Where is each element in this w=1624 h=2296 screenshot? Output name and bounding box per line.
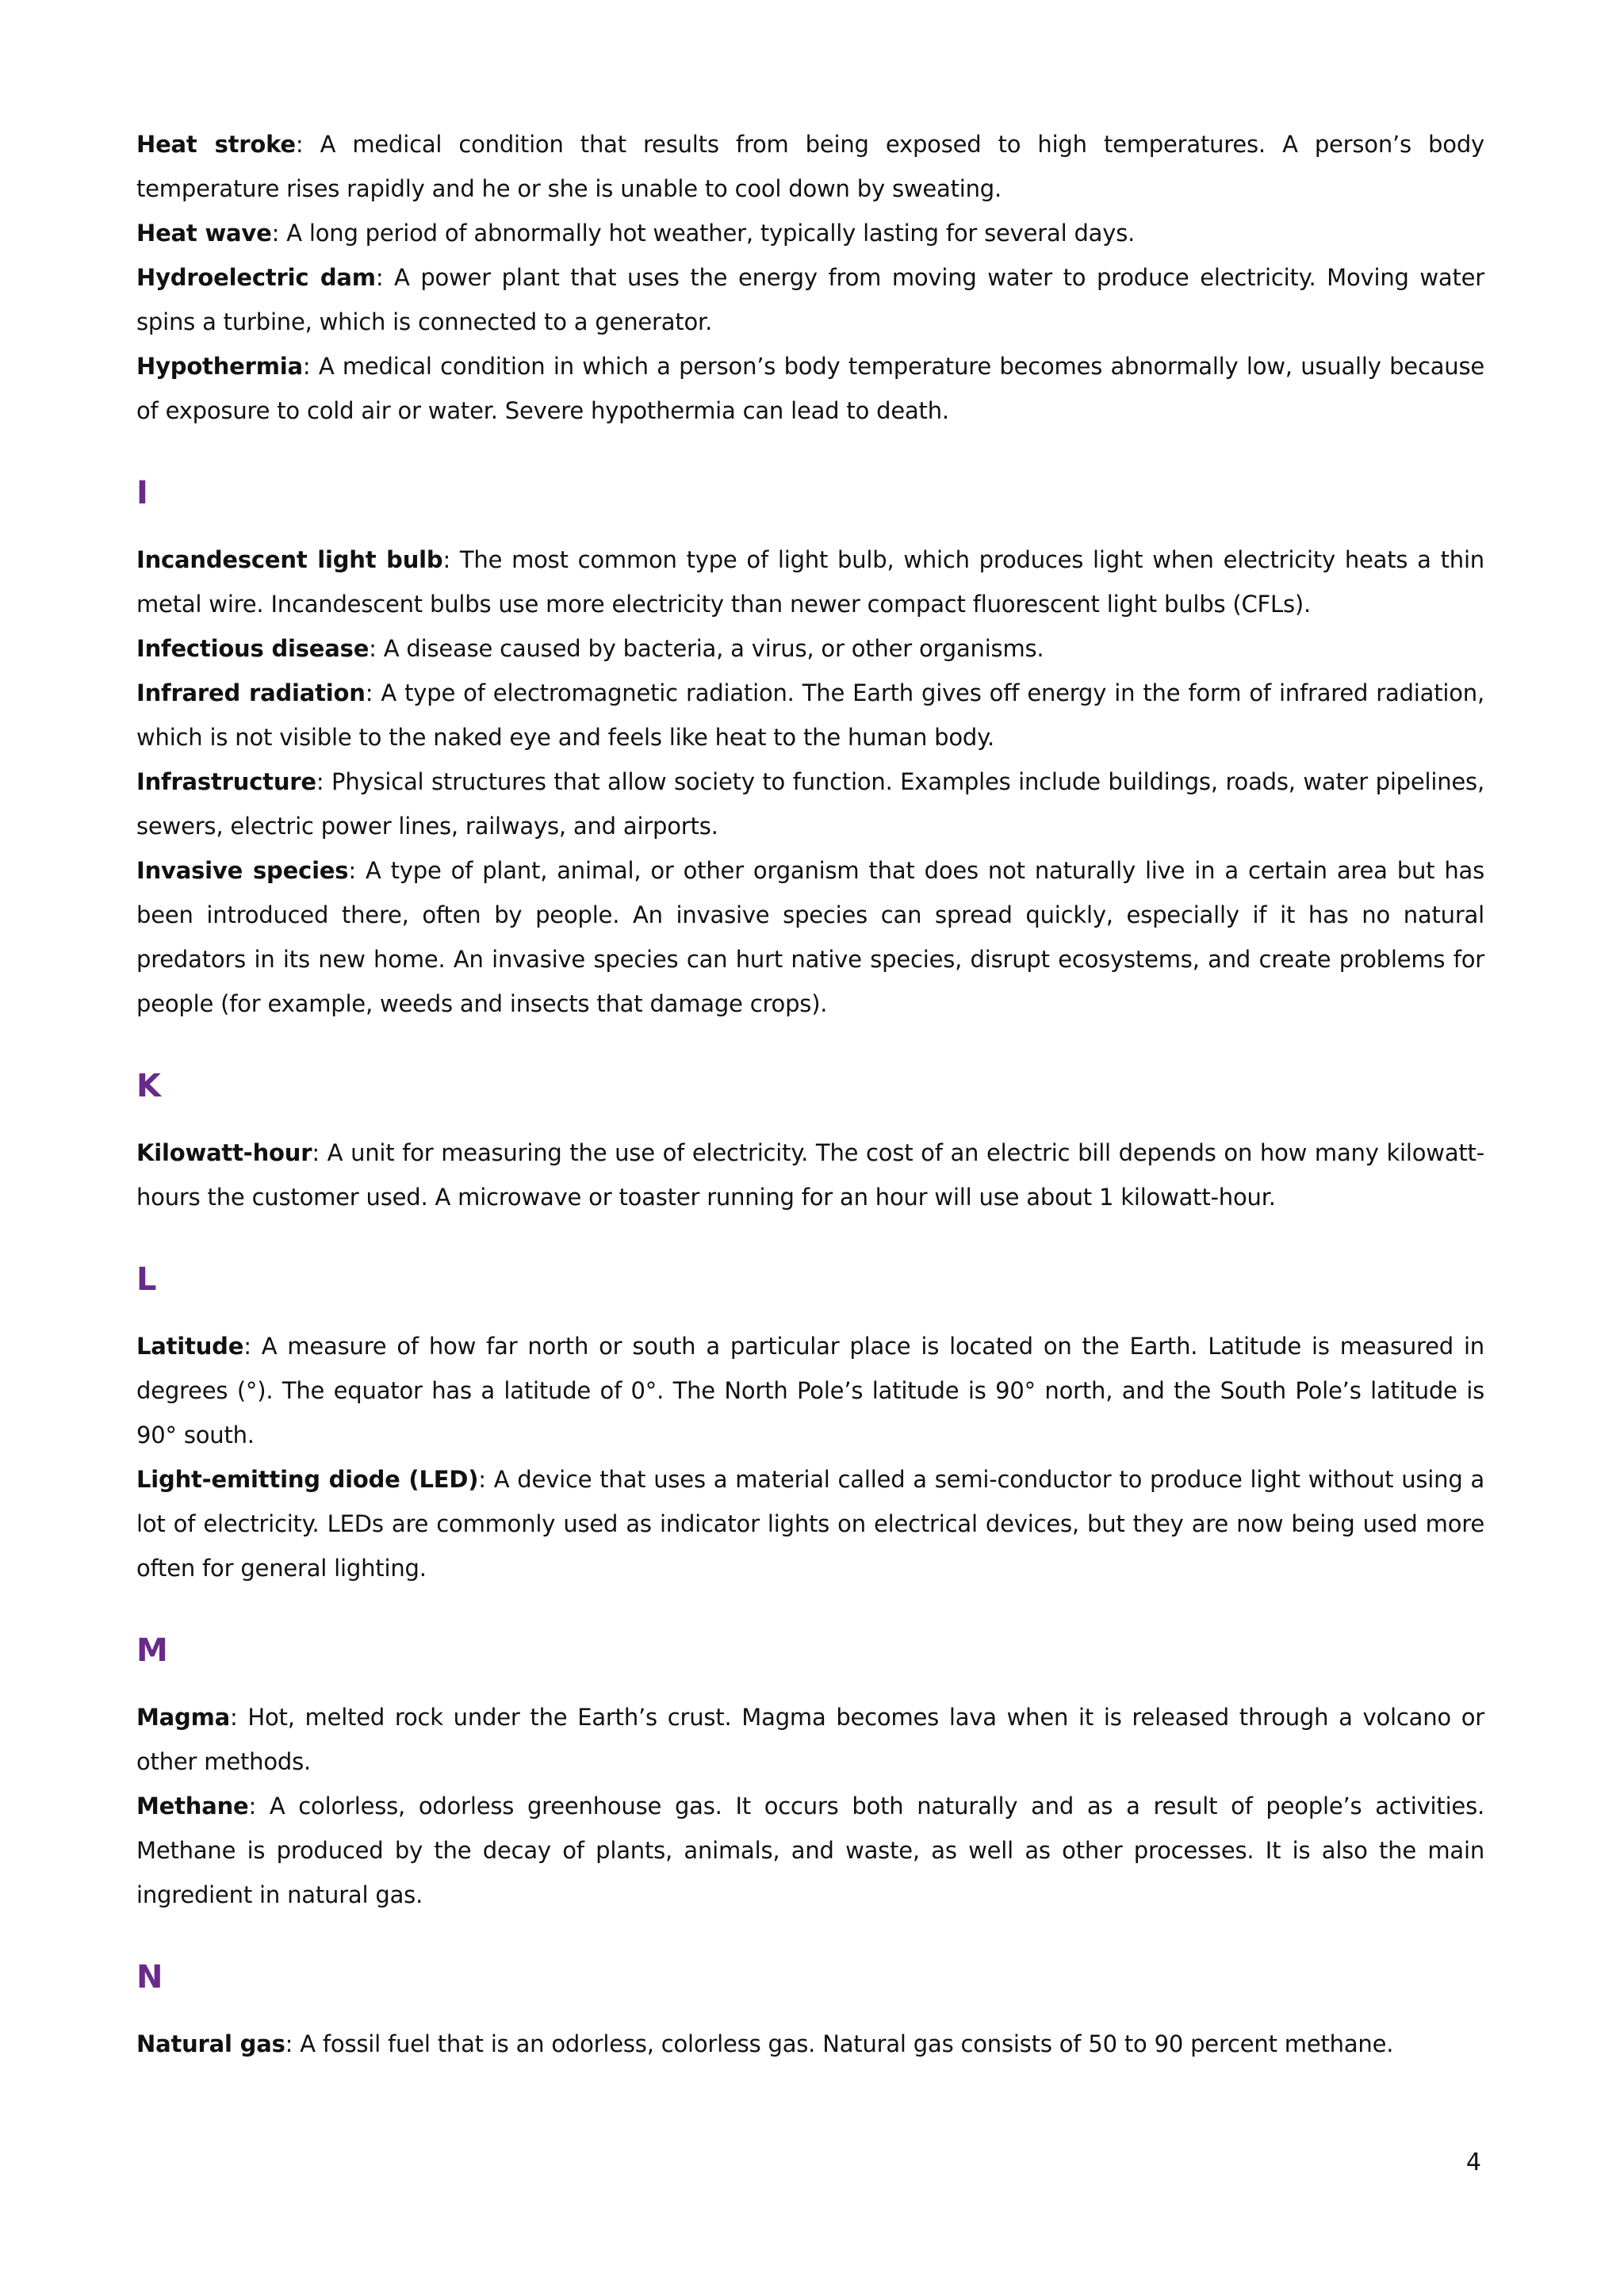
glossary-definition: A power plant that uses the energy from moving water to produce electricity. Moving water spins a turbine, which is connected to a generator. (136, 264, 1484, 335)
glossary-term: Incandescent light bulb (136, 546, 443, 573)
glossary-entry: Infectious disease: A disease caused by bacteria, a virus, or other organisms. (136, 635, 1044, 662)
glossary-term: Hydroelectric dam (136, 264, 376, 291)
section-letter-k: K (136, 1068, 161, 1104)
glossary-definition: A device that uses a material called a semi-conductor to produce light without using a lot of electricity. LEDs are commonly used as indicator lights on electrical devices, but they are now being used more often for general lighting. (136, 1466, 1484, 1582)
section-letter-m: M (136, 1632, 168, 1669)
glossary-entry: Invasive species: A type of plant, animal, or other organism that does not naturally live in a certain area but has been introduced there, often by people. An invasive species can spread quickly, especially if it has no natural predators in its new home. An invasive species can hurt native species, disrupt ecosystems, and create problems for people (for example, weeds and insects that damage crops). (136, 857, 1485, 1017)
glossary-term: Kilowatt-hour (136, 1139, 312, 1166)
section-letter-n: N (136, 1959, 163, 1996)
glossary-entry: Latitude: A measure of how far north or south a particular place is located on the Earth. Latitude is measured in degrees (°). The equator has a latitude of 0°. The North Pole’s latitude is 90° north, and the South Pole’s latitude is 90° south. (136, 1333, 1484, 1448)
glossary-entry: Hypothermia: A medical condition in which a person’s body temperature becomes abnormally low, usually because of exposure to cold air or water. Severe hypothermia can lead to death. (136, 353, 1484, 424)
glossary-term: Hypothermia (136, 353, 303, 380)
glossary-definition: A unit for measuring the use of electricity. The cost of an electric bill depends on how many kilowatt-hours the customer used. A microwave or toaster running for an hour will use about 1 kilowatt-hour. (136, 1139, 1484, 1211)
glossary-definition: A type of electromagnetic radiation. The Earth gives off energy in the form of infrared radiation, which is not visible to the naked eye and feels like heat to the human body. (136, 679, 1485, 751)
glossary-definition: The most common type of light bulb, which produces light when electricity heats a thin metal wire. Incandescent bulbs use more electricity than newer compact fluorescent light bulbs (CFLs). (136, 546, 1484, 618)
glossary-definition: Hot, melted rock under the Earth’s crust. Magma becomes lava when it is released through a volcano or other methods. (136, 1704, 1484, 1775)
glossary-entry: Natural gas: A fossil fuel that is an odorless, colorless gas. Natural gas consists of 50 to 90 percent methane. (136, 2030, 1394, 2057)
glossary-term: Infrared radiation (136, 679, 366, 706)
glossary-definition: A medical condition that results from being exposed to high temperatures. A person’s body temperature rises rapidly and he or she is unable to cool down by sweating. (136, 131, 1484, 202)
glossary-entry: Infrastructure: Physical structures that allow society to function. Examples include buildings, roads, water pipelines, sewers, electric power lines, railways, and airports. (136, 768, 1484, 840)
glossary-entry: Incandescent light bulb: The most common type of light bulb, which produces light when electricity heats a thin metal wire. Incandescent bulbs use more electricity than newer compact fluorescent light bulbs (CFLs). (136, 546, 1484, 618)
glossary-term: Infrastructure (136, 768, 316, 795)
glossary-entry: Kilowatt-hour: A unit for measuring the use of electricity. The cost of an electric bill depends on how many kilowatt-hours the customer used. A microwave or toaster running for an hour will use about 1 kilowatt-hour. (136, 1139, 1484, 1211)
glossary-term: Heat stroke (136, 131, 296, 158)
section-letter-l: L (136, 1261, 157, 1298)
glossary-entry: Infrared radiation: A type of electromagnetic radiation. The Earth gives off energy in the form of infrared radiation, which is not visible to the naked eye and feels like heat to the human body. (136, 679, 1485, 751)
glossary-definition: A long period of abnormally hot weather, typically lasting for several days. (286, 220, 1136, 247)
glossary-definition: A type of plant, animal, or other organism that does not naturally live in a certain area but has been introduced there, often by people. An invasive species can spread quickly, especially if it has no natural predators in its new home. An invasive species can hurt native species, disrupt ecosystems, and create problems for people (for example, weeds and insects that damage crops). (136, 857, 1485, 1017)
glossary-entry: Heat stroke: A medical condition that results from being exposed to high temperatures. A person’s body temperature rises rapidly and he or she is unable to cool down by sweating. (136, 131, 1484, 202)
glossary-term: Methane (136, 1793, 249, 1820)
glossary-term: Magma (136, 1704, 230, 1731)
glossary-definition: A colorless, odorless greenhouse gas. It occurs both naturally and as a result of people’s activities. Methane is produced by the decay of plants, animals, and waste, as well as other processes. It is also the main ingredient in natural gas. (136, 1793, 1484, 1908)
glossary-definition: A medical condition in which a person’s body temperature becomes abnormally low, usually because of exposure to cold air or water. Severe hypothermia can lead to death. (136, 353, 1484, 424)
glossary-definition: Physical structures that allow society to function. Examples include buildings, roads, water pipelines, sewers, electric power lines, railways, and airports. (136, 768, 1484, 840)
glossary-term: Infectious disease (136, 635, 370, 662)
glossary-term: Latitude (136, 1333, 244, 1360)
glossary-term: Natural gas (136, 2030, 285, 2057)
glossary-entry: Methane: A colorless, odorless greenhouse gas. It occurs both naturally and as a result of people’s activities. Methane is produced by the decay of plants, animals, and waste, as well as other processes. It is also the main ingredient in natural gas. (136, 1793, 1484, 1908)
glossary-term: Invasive species (136, 857, 349, 884)
glossary-entry: Magma: Hot, melted rock under the Earth’s crust. Magma becomes lava when it is released through a volcano or other methods. (136, 1704, 1484, 1775)
section-letter-i: I (136, 475, 148, 511)
glossary-page (136, 122, 1484, 2066)
glossary-entry: Light-emitting diode (LED): A device that uses a material called a semi-conductor to produce light without using a lot of electricity. LEDs are commonly used as indicator lights on electrical devices, but they are now being used more often for general lighting. (136, 1466, 1484, 1582)
glossary-entry: Hydroelectric dam: A power plant that uses the energy from moving water to produce electricity. Moving water spins a turbine, which is connected to a generator. (136, 264, 1484, 335)
glossary-definition: A disease caused by bacteria, a virus, or other organisms. (383, 635, 1044, 662)
glossary-term: Light-emitting diode (LED) (136, 1466, 479, 1493)
glossary-definition: A measure of how far north or south a particular place is located on the Earth. Latitude is measured in degrees (°). The equator has a latitude of 0°. The North Pole’s latitude is 90° north, and the South Pole’s latitude is 90° south. (136, 1333, 1484, 1448)
glossary-term: Heat wave (136, 220, 272, 247)
glossary-entry: Heat wave: A long period of abnormally hot weather, typically lasting for several days. (136, 220, 1136, 247)
page-number: 4 (1465, 2149, 1481, 2176)
glossary-definition: A fossil fuel that is an odorless, colorless gas. Natural gas consists of 50 to 90 percent methane. (300, 2030, 1394, 2057)
